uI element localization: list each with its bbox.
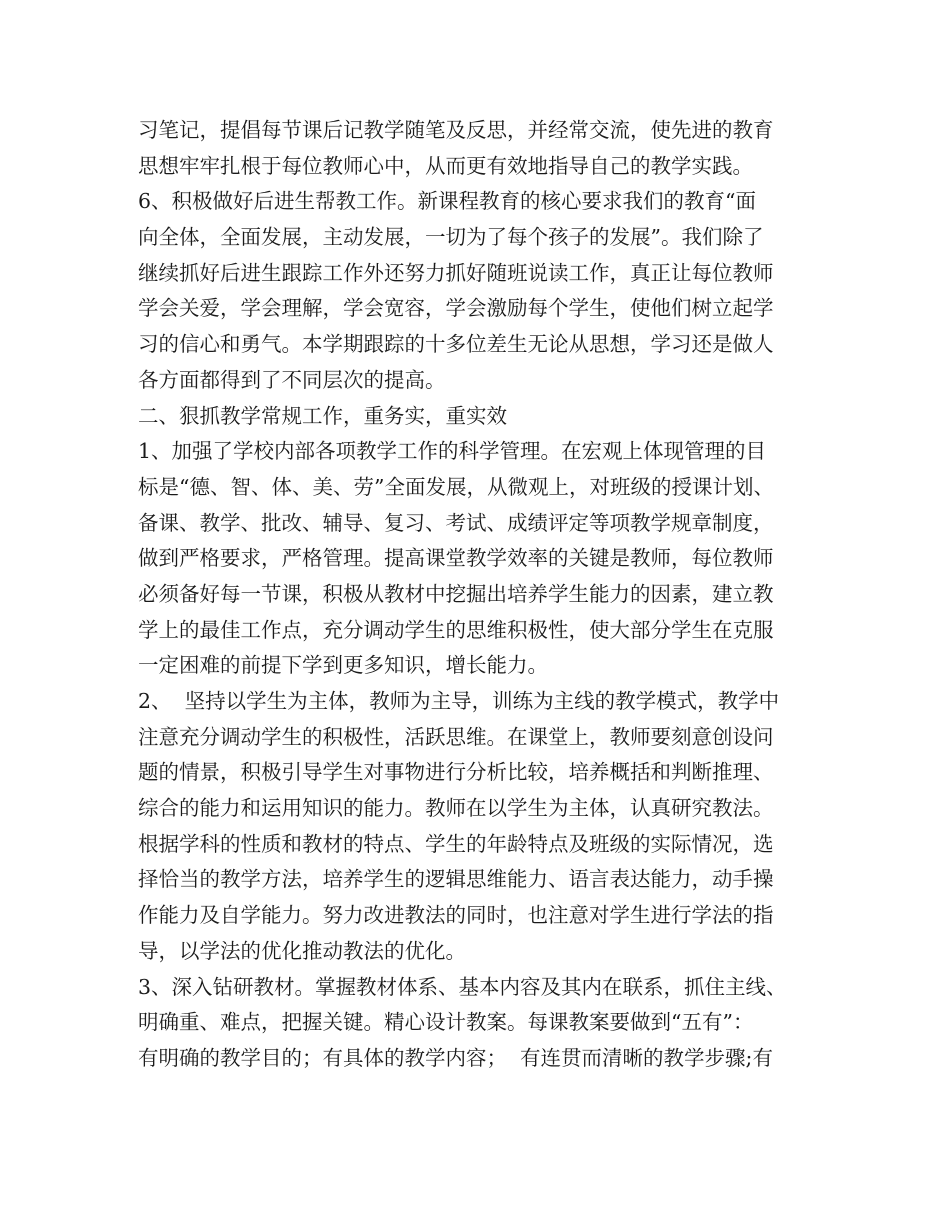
text-line: 有明确的教学目的；有具体的教学内容； 有连贯而清晰的教学步骤;有 — [138, 1045, 773, 1070]
text-line: 导，以学法的优化推动教法的优化。 — [138, 938, 466, 963]
text-line: 习笔记，提倡每节课后记教学随笔及反思，并经常交流，使先进的教育 — [138, 118, 774, 142]
text-line: 明确重、难点，把握关键。精心设计教案。每课教案要做到“五有”： — [138, 1010, 754, 1035]
text-line: 做到严格要求，严格管理。提高课堂教学效率的关键是教师，每位教师 — [138, 546, 774, 571]
text-line: 6、积极做好后进生帮教工作。新课程教育的核心要求我们的教育“面 — [138, 189, 757, 214]
text-line: 习的信心和勇气。本学期跟踪的十多位差生无论从思想，学习还是做人 — [138, 332, 774, 357]
text-line: 继续抓好后进生跟踪工作外还努力抓好随班说读工作，真正让每位教师 — [138, 260, 774, 285]
text-line: 2、 坚持以学生为主体，教师为主导，训练为主线的教学模式，教学中 — [138, 689, 780, 713]
text-line: 学上的最佳工作点，充分调动学生的思维积极性，使大部分学生在克服 — [138, 617, 774, 642]
text-line: 根据学科的性质和教材的特点、学生的年龄特点及班级的实际情况，选 — [138, 831, 774, 856]
text-line: 1、加强了学校内部各项教学工作的科学管理。在宏观上体现管理的目 — [138, 439, 767, 464]
text-line: 向全体，全面发展，主动发展，一切为了每个孩子的发展”。我们除了 — [138, 225, 764, 250]
text-line: 择恰当的教学方法，培养学生的逻辑思维能力、语言表达能力，动手操 — [138, 867, 774, 892]
text-line: 思想牢牢扎根于每位教师心中，从而更有效地指导自己的教学实践。 — [138, 153, 753, 178]
text-line: 注意充分调动学生的积极性，活跃思维。在课堂上，教师要刻意创设问 — [138, 724, 774, 749]
text-line: 3、深入钻研教材。掌握教材体系、基本内容及其内在联系，抓住主线、 — [138, 974, 787, 999]
text-line: 必须备好每一节课，积极从教材中挖掘出培养学生能力的因素，建立教 — [138, 581, 774, 606]
text-line: 备课、教学、批改、辅导、复习、考试、成绩评定等项教学规章制度， — [138, 510, 774, 535]
text-line: 综合的能力和运用知识的能力。教师在以学生为主体，认真研究教法。 — [138, 796, 774, 821]
text-line: 标是“德、智、体、美、劳”全面发展，从微观上，对班级的授课计划、 — [138, 474, 774, 499]
text-line: 作能力及自学能力。努力改进教法的同时，也注意对学生进行学法的指 — [138, 903, 774, 928]
section-heading: 二、狠抓教学常规工作，重务实，重实效 — [138, 403, 507, 428]
text-line: 各方面都得到了不同层次的提高。 — [138, 367, 446, 392]
text-line: 一定困难的前提下学到更多知识，增长能力。 — [138, 653, 548, 678]
text-line: 学会关爱，学会理解，学会宽容，学会激励每个学生，使他们树立起学 — [138, 296, 774, 321]
text-line: 题的情景，积极引导学生对事物进行分析比较，培养概括和判断推理、 — [138, 760, 774, 785]
document-body — [138, 113, 828, 1077]
